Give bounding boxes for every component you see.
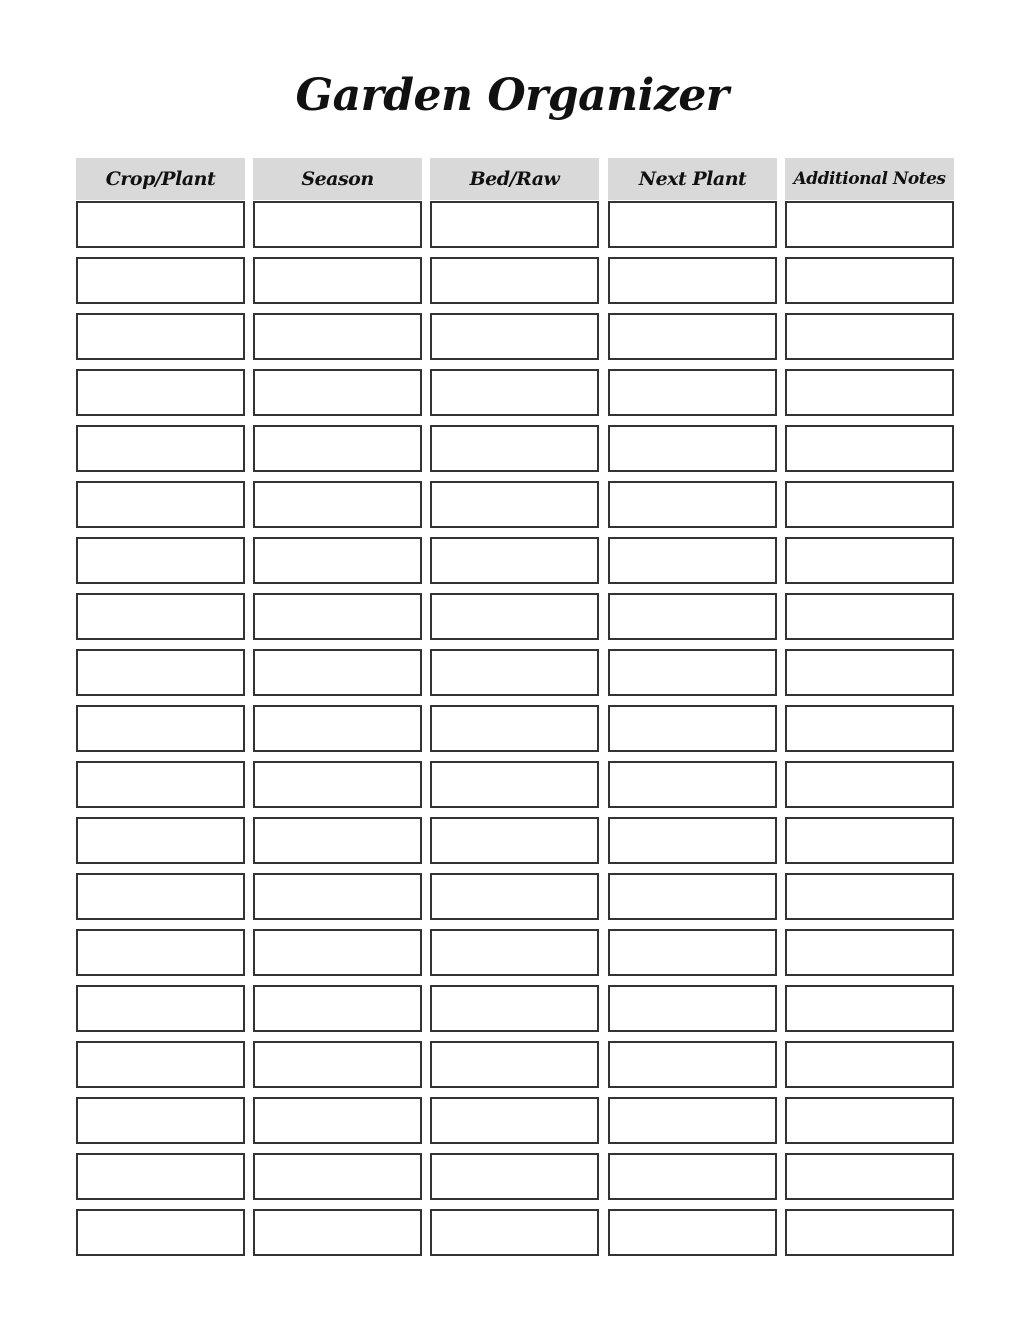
entry-cell[interactable] [608,201,777,248]
entry-cell[interactable] [76,649,245,696]
entry-cell[interactable] [76,817,245,864]
entry-cell[interactable] [608,705,777,752]
entry-cell[interactable] [608,593,777,640]
entry-cell[interactable] [76,761,245,808]
column-season [253,158,422,200]
entry-cell[interactable] [608,369,777,416]
entry-cell[interactable] [253,1097,422,1144]
column-header-additional-notes: Additional Notes [785,158,954,200]
entry-cell[interactable] [608,761,777,808]
entry-cell[interactable] [253,481,422,528]
page-title: Garden Organizer [295,70,729,121]
entry-cell[interactable] [253,1209,422,1256]
entry-cell[interactable] [785,1097,954,1144]
entry-cell[interactable] [785,537,954,584]
column-header-next-plant: Next Plant [608,158,777,200]
entry-cell[interactable] [430,369,599,416]
entry-cell[interactable] [76,257,245,304]
entry-cell[interactable] [253,761,422,808]
entry-cell[interactable] [253,369,422,416]
entry-cell[interactable] [785,705,954,752]
entry-cell[interactable] [430,929,599,976]
entry-cell[interactable] [253,929,422,976]
column-additional-notes [785,158,954,200]
entry-cell[interactable] [76,1153,245,1200]
entry-cell[interactable] [76,369,245,416]
entry-cell[interactable] [253,425,422,472]
entry-cell[interactable] [785,817,954,864]
entry-cell[interactable] [608,649,777,696]
entry-cell[interactable] [430,705,599,752]
entry-cell[interactable] [430,257,599,304]
entry-cell[interactable] [608,873,777,920]
entry-cell[interactable] [253,257,422,304]
entry-cell[interactable] [253,201,422,248]
column-header-crop-plant: Crop/Plant [76,158,245,200]
entry-cell[interactable] [76,705,245,752]
entry-cell[interactable] [785,929,954,976]
entry-cell[interactable] [76,425,245,472]
entry-cell[interactable] [76,593,245,640]
entry-cell[interactable] [430,985,599,1032]
entry-cell[interactable] [785,1209,954,1256]
entry-cell[interactable] [785,1041,954,1088]
entry-cell[interactable] [785,1153,954,1200]
entry-cell[interactable] [430,593,599,640]
entry-cell[interactable] [430,1097,599,1144]
entry-cell[interactable] [430,817,599,864]
entry-cell[interactable] [76,201,245,248]
entry-cell[interactable] [430,1209,599,1256]
entry-cell[interactable] [76,929,245,976]
entry-cell[interactable] [608,1041,777,1088]
entry-cell[interactable] [253,817,422,864]
entry-cell[interactable] [608,313,777,360]
entry-cell[interactable] [608,1209,777,1256]
column-next-plant [608,158,777,200]
entry-cell[interactable] [785,761,954,808]
entry-cell[interactable] [608,817,777,864]
entry-cell[interactable] [253,705,422,752]
entry-cell[interactable] [253,1153,422,1200]
entry-cell[interactable] [785,369,954,416]
entry-cell[interactable] [430,761,599,808]
entry-cell[interactable] [430,1153,599,1200]
entry-cell[interactable] [430,873,599,920]
entry-cell[interactable] [76,537,245,584]
entry-cell[interactable] [76,313,245,360]
entry-cell[interactable] [608,1153,777,1200]
entry-cell[interactable] [785,425,954,472]
entry-cell[interactable] [608,537,777,584]
entry-cell[interactable] [253,593,422,640]
entry-cell[interactable] [430,313,599,360]
entry-cell[interactable] [76,1041,245,1088]
entry-cell[interactable] [253,649,422,696]
column-header-season: Season [253,158,422,200]
entry-cell[interactable] [608,481,777,528]
column-header-bed-raw: Bed/Raw [430,158,599,200]
entry-cell[interactable] [76,985,245,1032]
entry-cell[interactable] [430,537,599,584]
entry-cell[interactable] [785,985,954,1032]
entry-cell[interactable] [430,1041,599,1088]
column-crop-plant [76,158,245,200]
entry-cell[interactable] [253,985,422,1032]
entry-cell[interactable] [253,537,422,584]
entry-cell[interactable] [430,201,599,248]
entry-cell[interactable] [785,593,954,640]
entry-cell[interactable] [785,201,954,248]
entry-cell[interactable] [253,313,422,360]
entry-cell[interactable] [76,1209,245,1256]
entry-cell[interactable] [785,257,954,304]
entry-cell[interactable] [785,873,954,920]
entry-cell[interactable] [785,481,954,528]
entry-cell[interactable] [785,649,954,696]
entry-cell[interactable] [608,1097,777,1144]
entry-cell[interactable] [430,425,599,472]
entry-cell[interactable] [430,649,599,696]
entry-cell[interactable] [76,873,245,920]
entry-cell[interactable] [608,985,777,1032]
entry-cell[interactable] [253,873,422,920]
entry-cell[interactable] [430,481,599,528]
column-bed-raw [430,158,599,200]
entry-cell[interactable] [608,425,777,472]
entry-cell[interactable] [253,1041,422,1088]
entry-cell[interactable] [785,313,954,360]
entry-cell[interactable] [76,1097,245,1144]
entry-cell[interactable] [608,257,777,304]
entry-cell[interactable] [76,481,245,528]
entry-cell[interactable] [608,929,777,976]
